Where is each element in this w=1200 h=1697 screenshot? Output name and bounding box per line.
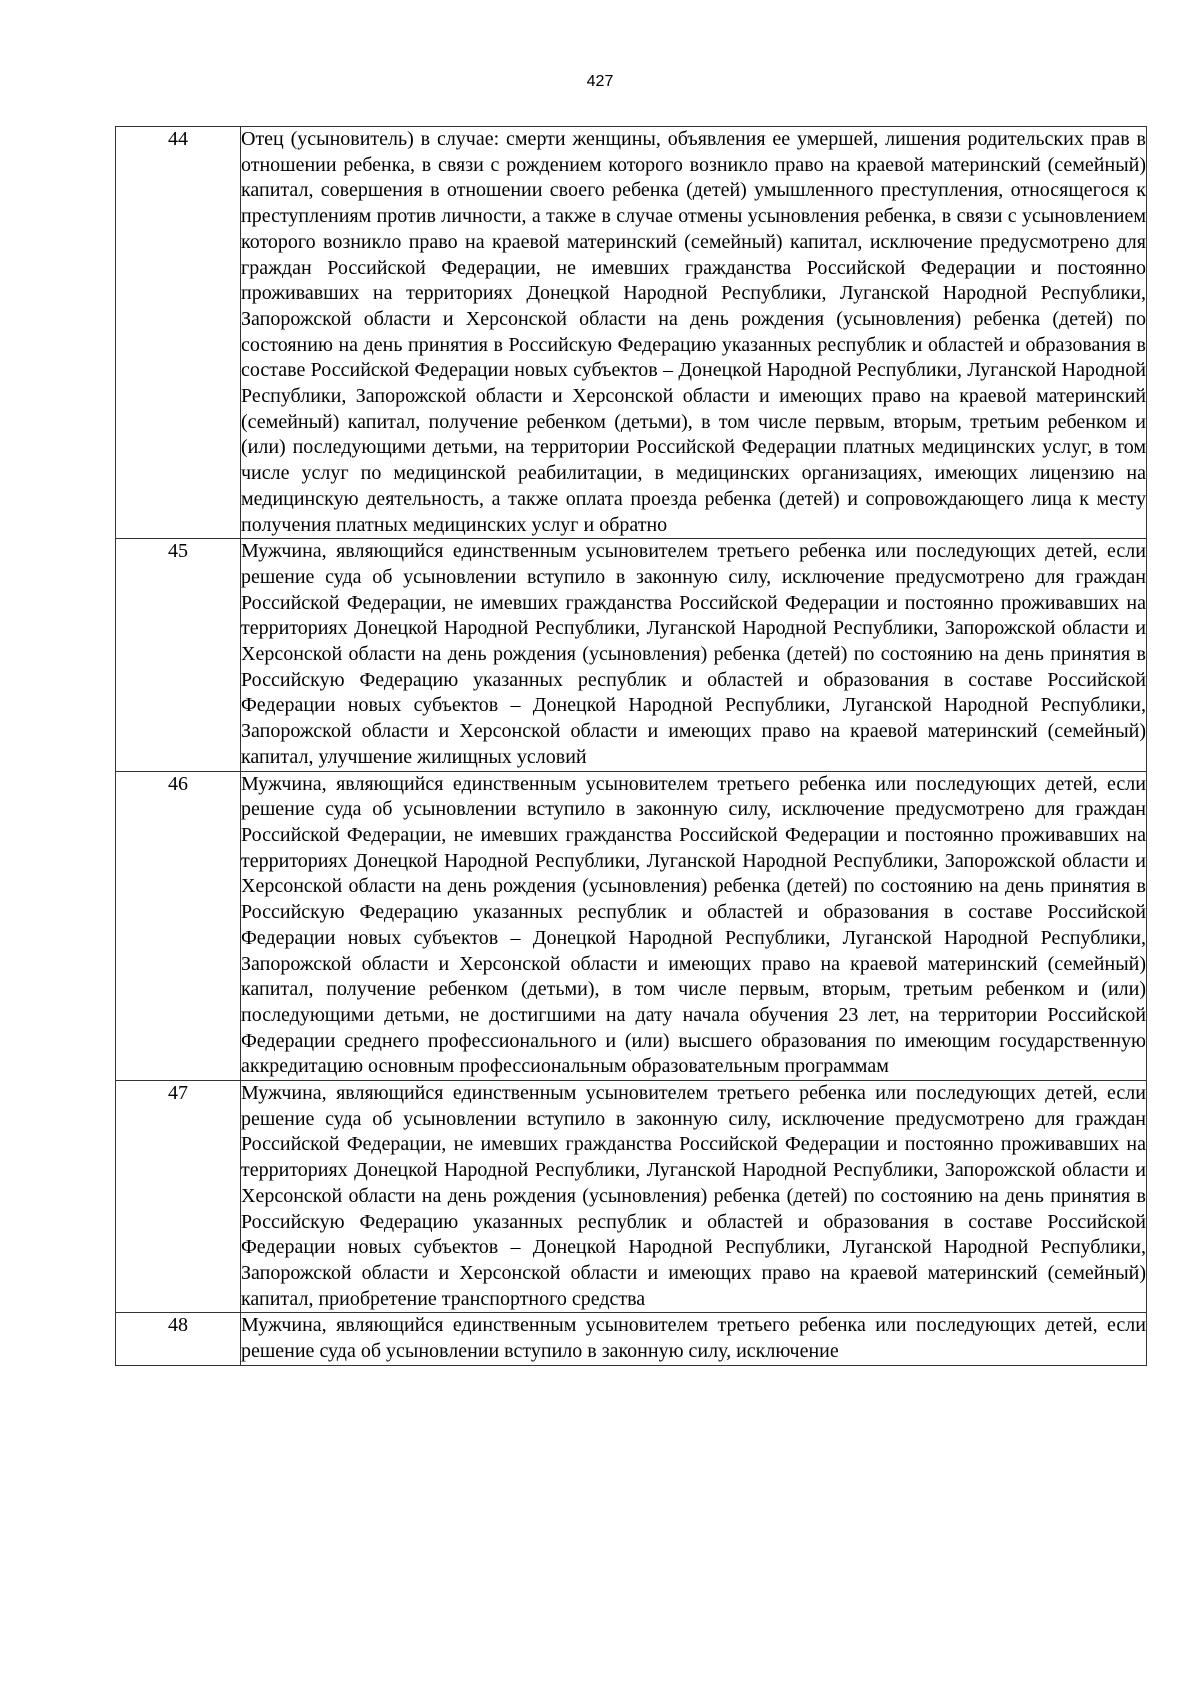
- row-text: Мужчина, являющийся единственным усыновителем третьего ребенка или последующих детей, если решение суда об усыновлении вступило в законную силу, исключение: [241, 1313, 1147, 1365]
- page-number: 427: [586, 73, 614, 90]
- row-text: Мужчина, являющийся единственным усыновителем третьего ребенка или последующих детей, если решение суда об усыновлении вступило в законную силу, исключение предусмотрено для граждан Российской Федерации, не имевших гражданства Российской Федерации и постоянно проживавших на территориях Донецкой Народной Республики, Луганской Народной Республики, Запорожской области и Херсонской области на день рождения (усыновления) ребенка (детей) по состоянию на день принятия в Российскую Федерацию указанных республик и областей и образования в составе Российской Федерации новых субъектов – Донецкой Народной Республики, Луганской Народной Республики, Запорожской области и Херсонской области и имеющих право на краевой материнский (семейный) капитал, получение ребенком (детьми), в том числе первым, вторым, третьим ребенком и (или) последующими детьми, не достигшими на дату начала обучения 23 лет, на территории Российской Федерации среднего профессионального и (или) высшего образования по имеющим государственную аккредитацию основным профессиональным образовательным программам: [241, 771, 1147, 1080]
- row-number: 46: [116, 771, 241, 1080]
- row-number: 48: [116, 1313, 241, 1365]
- row-number: 44: [116, 127, 241, 539]
- document-table: [115, 126, 1147, 1366]
- table-row: [116, 1081, 1147, 1313]
- row-text: Отец (усыновитель) в случае: смерти женщины, объявления ее умершей, лишения родительских прав в отношении ребенка, в связи с рождением которого возникло право на краевой материнский (семейный) капитал, совершения в отношении своего ребенка (детей) умышленного преступления, относящегося к преступлениям против личности, а также в случае отмены усыновления ребенка, в связи с усыновлением которого возникло право на краевой материнский (семейный) капитал, исключение предусмотрено для граждан Российской Федерации, не имевших гражданства Российской Федерации и постоянно проживавших на территориях Донецкой Народной Республики, Луганской Народной Республики, Запорожской области и Херсонской области на день рождения (усыновления) ребенка (детей) по состоянию на день принятия в Российскую Федерацию указанных республик и областей и образования в составе Российской Федерации новых субъектов – Донецкой Народной Республики, Луганской Народной Республики, Запорожской области и Херсонской области и имеющих право на краевой материнский (семейный) капитал, получение ребенком (детьми), в том числе первым, вторым, третьим ребенком и (или) последующими детьми, на территории Российской Федерации платных медицинских услуг, в том числе услуг по медицинской реабилитации, в медицинских организациях, имеющих лицензию на медицинскую деятельность, а также оплата проезда ребенка (детей) и сопровождающего лица к месту получения платных медицинских услуг и обратно: [241, 127, 1147, 539]
- row-number: 45: [116, 539, 241, 771]
- row-text: Мужчина, являющийся единственным усыновителем третьего ребенка или последующих детей, если решение суда об усыновлении вступило в законную силу, исключение предусмотрено для граждан Российской Федерации, не имевших гражданства Российской Федерации и постоянно проживавших на территориях Донецкой Народной Республики, Луганской Народной Республики, Запорожской области и Херсонской области на день рождения (усыновления) ребенка (детей) по состоянию на день принятия в Российскую Федерацию указанных республик и областей и образования в составе Российской Федерации новых субъектов – Донецкой Народной Республики, Луганской Народной Республики, Запорожской области и Херсонской области и имеющих право на краевой материнский (семейный) капитал, приобретение транспортного средства: [241, 1081, 1147, 1313]
- table-row: [116, 771, 1147, 1080]
- row-text: Мужчина, являющийся единственным усыновителем третьего ребенка или последующих детей, если решение суда об усыновлении вступило в законную силу, исключение предусмотрено для граждан Российской Федерации, не имевших гражданства Российской Федерации и постоянно проживавших на территориях Донецкой Народной Республики, Луганской Народной Республики, Запорожской области и Херсонской области на день рождения (усыновления) ребенка (детей) по состоянию на день принятия в Российскую Федерацию указанных республик и областей и образования в составе Российской Федерации новых субъектов – Донецкой Народной Республики, Луганской Народной Республики, Запорожской области и Херсонской области и имеющих право на краевой материнский (семейный) капитал, улучшение жилищных условий: [241, 539, 1147, 771]
- table-row: [116, 127, 1147, 539]
- table-row: [116, 1313, 1147, 1365]
- row-number: 47: [116, 1081, 241, 1313]
- table-row: [116, 539, 1147, 771]
